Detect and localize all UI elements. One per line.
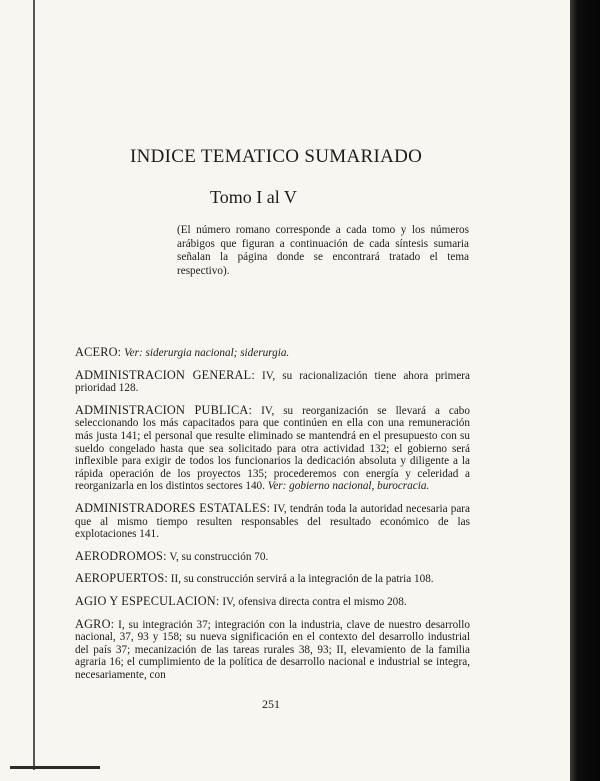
- entry-heading: ACERO:: [75, 345, 122, 359]
- see-reference: gobierno nacional, burocracia.: [289, 480, 430, 493]
- index-entry-acero: [75, 346, 470, 360]
- see-reference: siderurgia nacional; siderurgia.: [145, 347, 290, 359]
- entry-heading: AEROPUERTOS:: [75, 571, 168, 586]
- entry-heading: AERODROMOS:: [75, 548, 167, 563]
- left-margin-rule: [33, 0, 35, 770]
- entry-text: IV, ofensiva directa contra el mismo 208.: [222, 595, 407, 608]
- entry-heading: ADMINISTRADORES ESTATALES:: [75, 500, 271, 515]
- reading-note: (El número romano corresponde a cada tomo y los números arábigos que figuran a continuación de cada síntesis sumaria señalan la página donde se encontrará tratado el tema respectivo).: [177, 224, 469, 277]
- entry-heading: AGIO Y ESPECULACION:: [75, 593, 220, 608]
- index-entry-aerodromos: [75, 550, 470, 564]
- page-title: INDICE TEMATICO SUMARIADO: [130, 146, 423, 167]
- entry-text: V, su construcción 70.: [169, 550, 269, 563]
- entry-text: IV, tendrán toda la autoridad necesaria para que al mismo tiempo resulten responsables del resultado económico de las explotaciones 141.: [75, 502, 471, 541]
- see-label: Ver:: [267, 480, 287, 493]
- index-entries: [75, 346, 470, 690]
- index-entry-administracion-general: [75, 369, 470, 395]
- entry-text: IV, su racionalización tiene ahora primera prioridad 128.: [75, 369, 470, 395]
- entry-heading: AGRO:: [75, 616, 115, 631]
- entry-heading: ADMINISTRACION PUBLICA:: [75, 402, 253, 417]
- index-entry-aeropuertos: [75, 572, 470, 586]
- entry-text: IV, su reorganización se llevará a cabo seleccionando los más capacitados para que continúen en ella con una remuneración más justa 141; el personal que resulte eliminado se mantendrá en el presupuesto con su sueldo congelado hasta que sea solicitado para otra actividad 132; el gobierno será inflexible para exigir de todos los funcionarios la dedicación absoluta y diligente a la rápida operación de los proyectos 135; procederemos con energía y celeridad a reorganizarla en los distintos sectores 140.: [75, 404, 470, 493]
- volume-subtitle: Tomo I al V: [210, 187, 297, 207]
- page-number: 251: [262, 697, 280, 711]
- index-entry-administracion-publica: [75, 404, 470, 493]
- book-spine-shadow: [570, 0, 600, 781]
- index-entry-agio-especulacion: [75, 595, 470, 609]
- index-entry-administradores-estatales: [75, 502, 470, 541]
- entry-text: II, su construcción servirá a la integración de la patria 108.: [170, 573, 434, 586]
- left-margin-foot-rule: [10, 766, 100, 769]
- entry-heading: ADMINISTRACION GENERAL:: [75, 367, 255, 382]
- index-entry-agro: [75, 618, 470, 682]
- entry-text: I, su integración 37; integración con la industria, clave de nuestro desarrollo nacional, 37, 93 y 158; su nueva significación en el contexto del desarrollo industrial del país 37; mecanización de las tareas rurales 38, 93; II, elevamiento de la familia agraria 16; el cumplimiento de la política de desarrollo nacional e industrial se integra, necesariamente, con: [75, 618, 470, 681]
- see-label: Ver:: [124, 347, 143, 359]
